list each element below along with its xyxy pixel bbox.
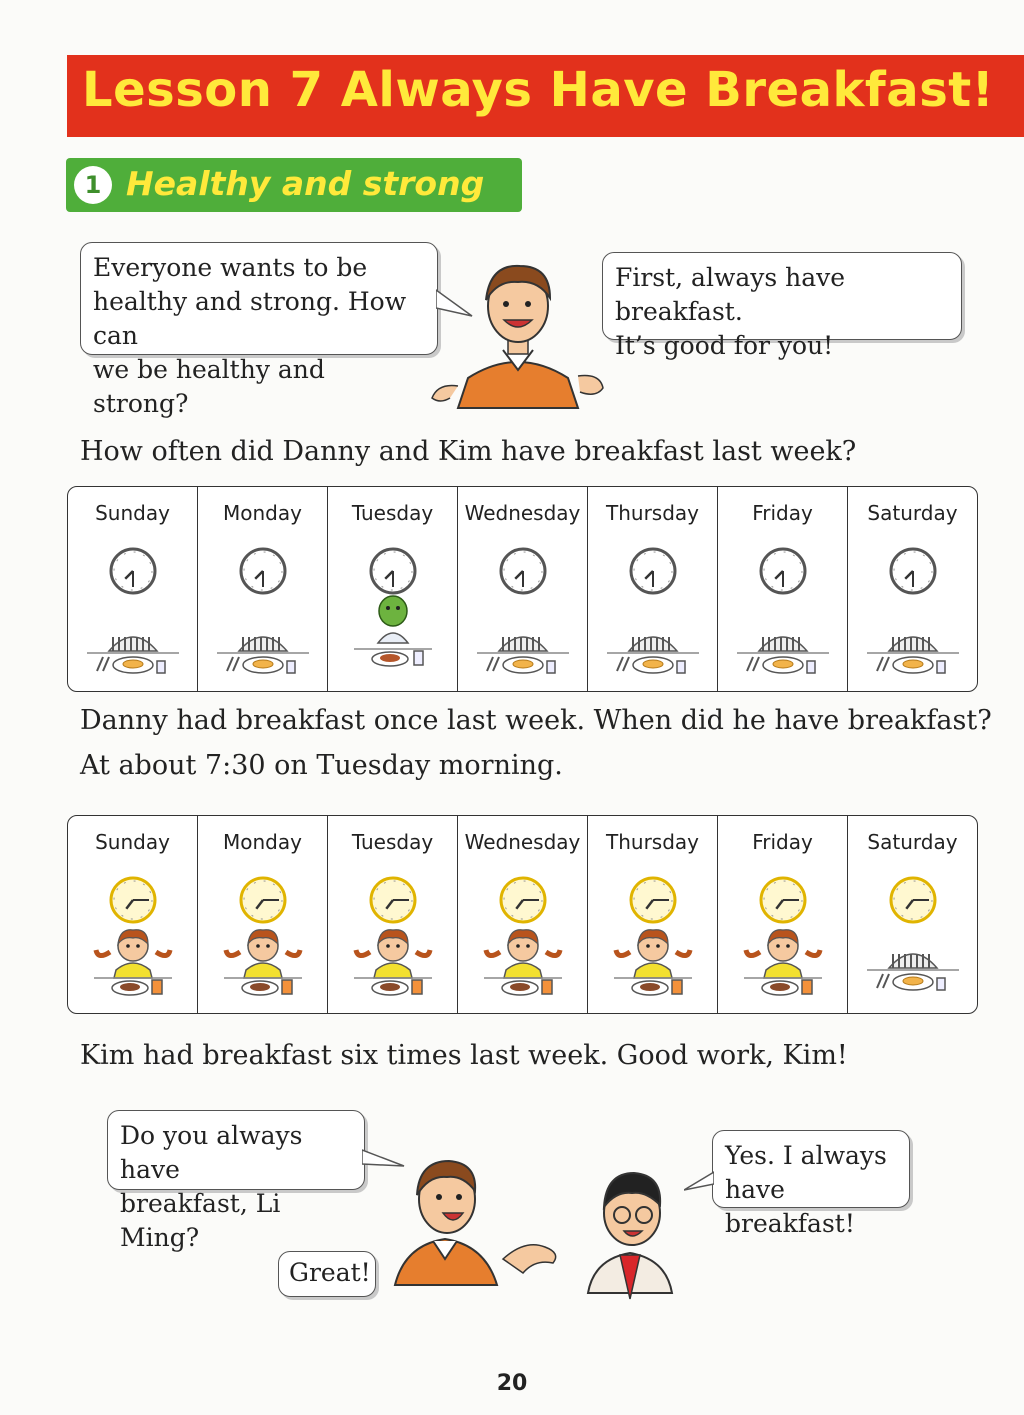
speech-bubble-great: Great! xyxy=(278,1251,376,1297)
kim-eating-icon xyxy=(348,922,438,1002)
day-label: Wednesday xyxy=(464,501,581,525)
day-cell-monday xyxy=(198,816,328,1013)
clock-icon xyxy=(497,874,549,926)
empty-breakfast-table-icon xyxy=(213,623,313,683)
day-cell-tuesday xyxy=(328,487,458,691)
speech-bubble-intro-right: First, always have breakfast. It’s good for you! xyxy=(602,252,962,340)
empty-breakfast-table-icon xyxy=(733,623,833,683)
day-label: Monday xyxy=(223,501,302,525)
day-label: Tuesday xyxy=(351,501,434,525)
day-label: Thursday xyxy=(606,830,699,854)
day-label: Friday xyxy=(752,501,813,525)
kim-eating-icon xyxy=(608,922,698,1002)
danny-text-line2: At about 7:30 on Tuesday morning. xyxy=(80,750,563,781)
clock-icon xyxy=(367,545,419,597)
clock-icon xyxy=(627,545,679,597)
clock-icon xyxy=(757,545,809,597)
clock-icon xyxy=(627,874,679,926)
day-cell-monday xyxy=(198,487,328,691)
day-cell-saturday xyxy=(848,487,977,691)
question-how-often: How often did Danny and Kim have breakfast last week? xyxy=(80,436,857,467)
danny-talking-illustration xyxy=(385,1155,565,1290)
kim-eating-icon xyxy=(738,922,828,1002)
danny-teacher-illustration xyxy=(428,258,608,413)
kim-text: Kim had breakfast six times last week. Good work, Kim! xyxy=(80,1040,848,1071)
day-label: Sunday xyxy=(95,830,170,854)
kim-eating-icon xyxy=(218,922,308,1002)
lesson-title: Lesson 7 Always Have Breakfast! xyxy=(82,62,995,118)
day-label: Wednesday xyxy=(464,830,581,854)
danny-eating-icon xyxy=(348,593,438,673)
empty-breakfast-table-icon xyxy=(863,940,963,1000)
empty-breakfast-table-icon xyxy=(473,623,573,683)
day-label: Sunday xyxy=(95,501,170,525)
day-label: Friday xyxy=(752,830,813,854)
day-label: Thursday xyxy=(606,501,699,525)
clock-icon xyxy=(107,545,159,597)
day-label: Saturday xyxy=(867,830,958,854)
day-label: Tuesday xyxy=(351,830,434,854)
day-cell-tuesday xyxy=(328,816,458,1013)
bubble-tail-icon xyxy=(684,1170,714,1192)
section-number: 1 xyxy=(74,166,112,204)
day-label: Saturday xyxy=(867,501,958,525)
kim-eating-icon xyxy=(88,922,178,1002)
clock-icon xyxy=(367,874,419,926)
day-cell-wednesday xyxy=(458,487,588,691)
day-cell-sunday xyxy=(68,816,198,1013)
clock-icon xyxy=(887,874,939,926)
empty-breakfast-table-icon xyxy=(603,623,703,683)
speech-bubble-intro-left: Everyone wants to be healthy and strong. How can we be healthy and strong? xyxy=(80,242,438,355)
clock-icon xyxy=(237,545,289,597)
danny-week-table xyxy=(67,486,978,692)
section-title: Healthy and strong xyxy=(126,164,485,203)
clock-icon xyxy=(107,874,159,926)
clock-icon xyxy=(887,545,939,597)
clock-icon xyxy=(237,874,289,926)
clock-icon xyxy=(497,545,549,597)
kim-week-table xyxy=(67,815,978,1014)
empty-breakfast-table-icon xyxy=(83,623,183,683)
speech-bubble-answer: Yes. I always have breakfast! xyxy=(712,1130,910,1208)
kim-eating-icon xyxy=(478,922,568,1002)
day-cell-thursday xyxy=(588,816,718,1013)
day-cell-wednesday xyxy=(458,816,588,1013)
speech-bubble-question: Do you always have breakfast, Li Ming? xyxy=(107,1110,365,1190)
day-cell-friday xyxy=(718,487,848,691)
clock-icon xyxy=(757,874,809,926)
day-cell-sunday xyxy=(68,487,198,691)
day-cell-saturday xyxy=(848,816,977,1013)
danny-text-line1: Danny had breakfast once last week. When did he have breakfast? xyxy=(80,705,992,736)
day-label: Monday xyxy=(223,830,302,854)
page-number: 20 xyxy=(496,1371,528,1396)
day-cell-thursday xyxy=(588,487,718,691)
li-ming-illustration xyxy=(580,1163,680,1303)
day-cell-friday xyxy=(718,816,848,1013)
empty-breakfast-table-icon xyxy=(863,623,963,683)
